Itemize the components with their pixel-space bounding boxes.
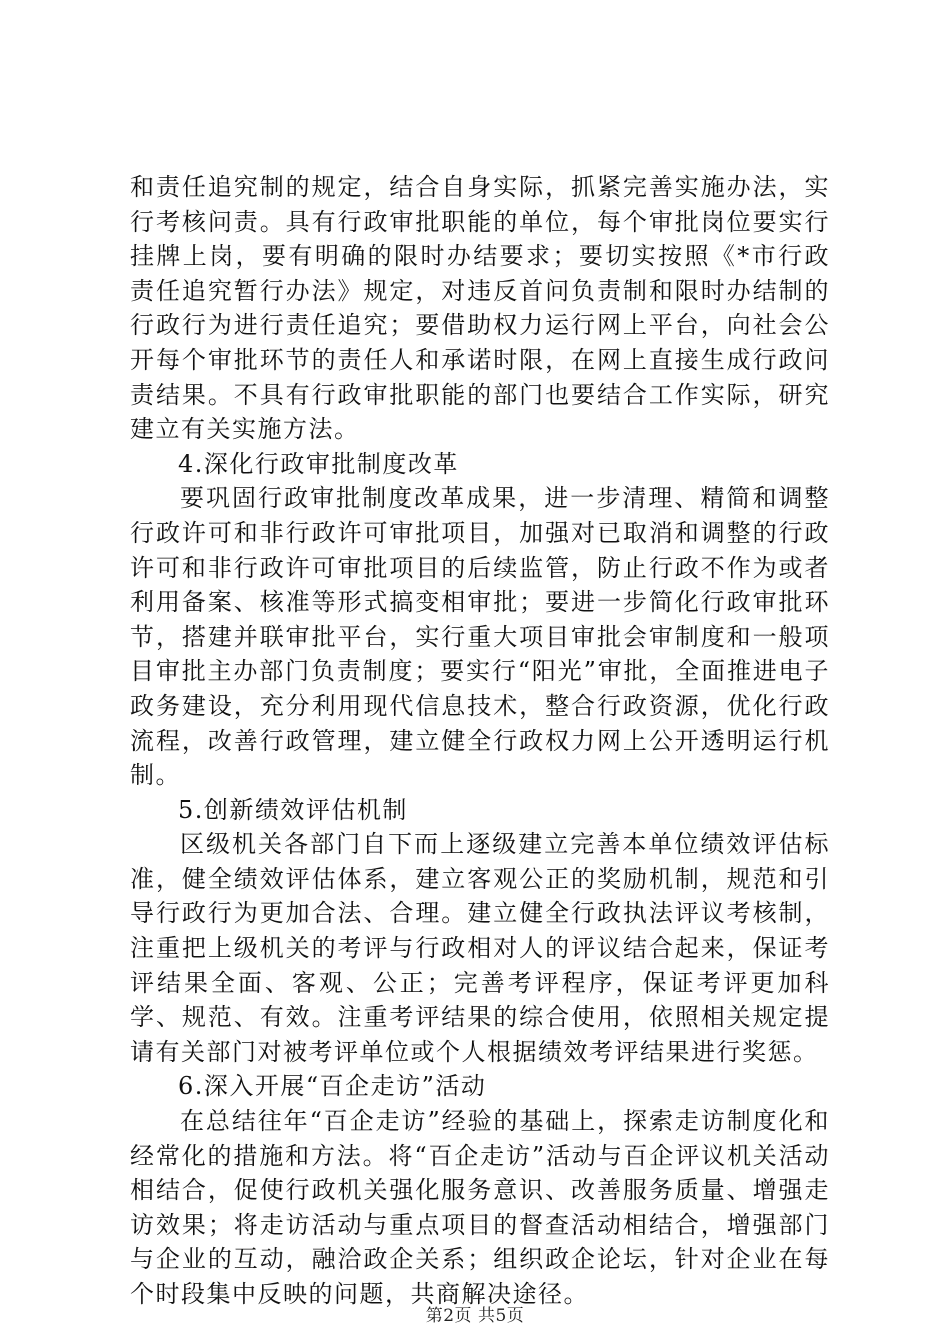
section-heading-4: 4.深化行政审批制度改革 <box>178 449 459 478</box>
section-heading-5: 5.创新绩效评估机制 <box>178 795 408 824</box>
document-body <box>130 170 830 1312</box>
section-heading-6: 6.深入开展“百企走访”活动 <box>178 1072 487 1101</box>
paragraph-3: 区级机关各部门自下而上逐级建立完善本单位绩效评估标准，健全绩效评估体系，建立客观公正的奖励机制，规范和引导行政行为更加合法、合理。建立健全行政执法评议考核制，注重把上级机关的考评与行政相对人的评议结合起来，保证考评结果全面、客观、公正；完善考评程序，保证考评更加科学、规范、有效。注重考评结果的综合使用，依照相关规定提请有关部门对被考评单位或个人根据绩效考评结果进行奖惩。 <box>130 830 830 1066</box>
paragraph-4: 在总结往年“百企走访”经验的基础上，探索走访制度化和经常化的措施和方法。将“百企走访”活动与百企评议机关活动相结合，促使行政机关强化服务意识、改善服务质量、增强走访效果；将走访活动与重点项目的督查活动相结合，增强部门与企业的互动，融洽政企关系；组织政企论坛，针对企业在每个时段集中反映的问题，共商解决途径。 <box>130 1107 830 1308</box>
paragraph-2: 要巩固行政审批制度改革成果，进一步清理、精简和调整行政许可和非行政许可审批项目，加强对已取消和调整的行政许可和非行政许可审批项目的后续监管，防止行政不作为或者利用备案、核准等形式搞变相审批；要进一步简化行政审批环节，搭建并联审批平台，实行重大项目审批会审制度和一般项目审批主办部门负责制度；要实行“阳光”审批，全面推进电子政务建设，充分利用现代信息技术，整合行政资源，优化行政流程，改善行政管理，建立健全行政权力网上公开透明运行机制。 <box>130 484 830 790</box>
paragraph-1: 和责任追究制的规定，结合自身实际，抓紧完善实施办法，实行考核问责。具有行政审批职能的单位，每个审批岗位要实行挂牌上岗，要有明确的限时办结要求；要切实按照《*市行政责任追究暂行办法》规定，对违反首问负责制和限时办结制的行政行为进行责任追究；要借助权力运行网上平台，向社会公开每个审批环节的责任人和承诺时限，在网上直接生成行政问责结果。不具有行政审批职能的部门也要结合工作实际，研究建立有关实施方法。 <box>130 173 830 444</box>
page-number-footer: 第2页 共5页 <box>425 1306 525 1326</box>
